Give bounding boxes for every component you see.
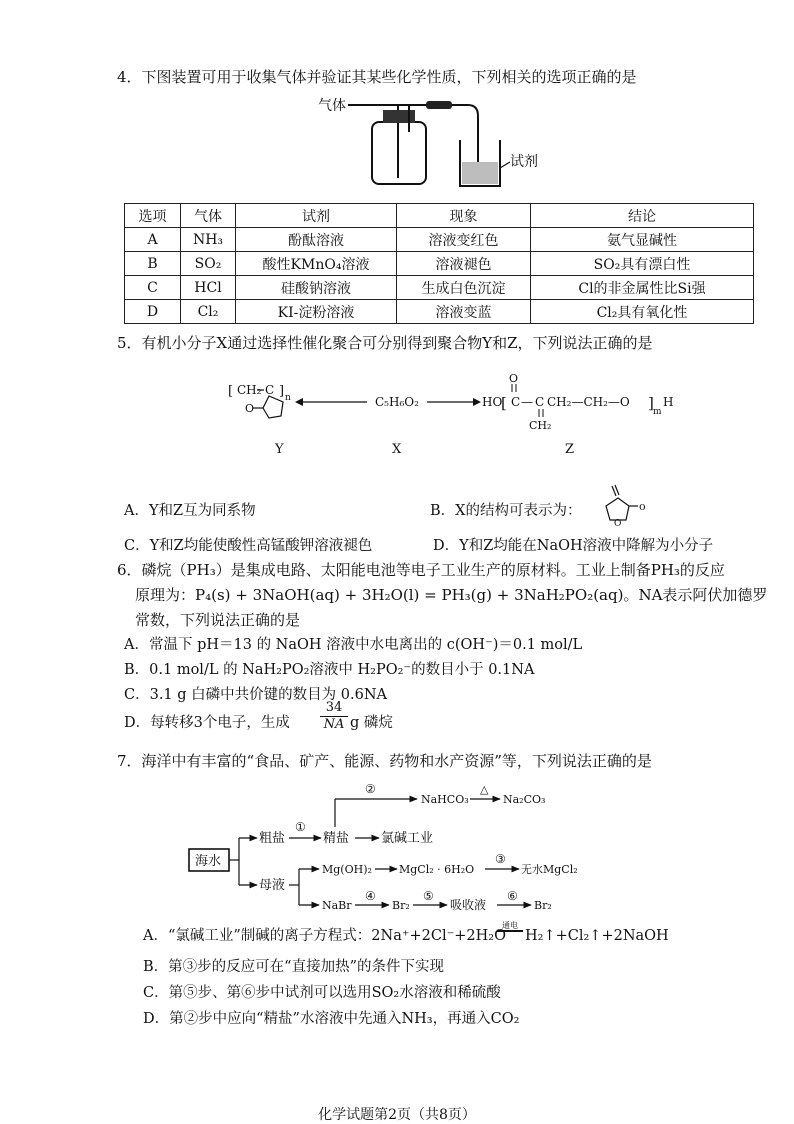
x-structure-lactone (596, 482, 656, 528)
flow-br2-second: Br₂ (534, 899, 552, 912)
flow-mgcl2-hydrate: MgCl₂ · 6H₂O (399, 863, 475, 876)
q6-option-c: C．3.1 g 白磷中共价键的数目为 0.6NA (124, 687, 387, 703)
q5-option-d: D．Y和Z均能在NaOH溶液中降解为小分子 (433, 538, 714, 554)
z-c2: C (535, 395, 545, 409)
z-ho: HO (482, 395, 503, 409)
q4-stem: 4．下图装置可用于收集气体并验证其某些化学性质，下列相关的选项正确的是 (117, 68, 637, 86)
cell-phenomenon: 溶液褪色 (397, 252, 531, 276)
y-ketone-o: O (245, 402, 255, 415)
lactone-ring (606, 498, 629, 520)
z-c: C (511, 395, 521, 409)
flow-mother-liquor: 母液 (259, 878, 286, 893)
flow-anhydrous-mgcl2: 无水MgCl₂ (521, 863, 578, 876)
table-header: 气体 (181, 204, 236, 228)
cell-phenomenon: 溶液变红色 (397, 228, 531, 252)
q7-option-b: B．第③步的反应可在“直接加热”的条件下实现 (143, 959, 444, 975)
q6-stem-line2: 原理为：P₄(s) + 3NaOH(aq) + 3H₂O(l) = PH₃(g) + 3NaH₂PO₂(aq)。NA表示阿伏加德罗 (135, 586, 768, 604)
table-row (125, 228, 754, 252)
z-subscript-m: m (653, 407, 662, 417)
q6-option-a: A．常温下 pH＝13 的 NaOH 溶液中水电离出的 c(OH⁻)＝0.1 mol/L (124, 637, 583, 653)
y-ch2: CH₂ (237, 383, 262, 397)
q7-electrolysis-condition: 通电 (497, 921, 523, 932)
q6-stem-line3: 常数，下列说法正确的是 (135, 611, 301, 629)
q6-stem-line1: 6．磷烷（PH₃）是集成电路、太阳能电池等电子工业生产的原材料。工业上制备PH₃的反应 (117, 561, 725, 579)
flow-step6: ⑥ (507, 889, 518, 903)
x-formula: C₅H₆O₂ (375, 395, 419, 409)
q7-option-a-prefix: A．“氯碱工业”制碱的离子方程式：2Na⁺+2Cl⁻+2H₂O (143, 928, 506, 944)
flow-refined-salt: 精盐 (323, 831, 350, 846)
flow-br2-first: Br₂ (392, 899, 410, 912)
flow-heat: △ (480, 783, 489, 796)
fraction-denominator: NA (323, 717, 345, 732)
q5-option-b: B．X的结构可表示为： (430, 503, 582, 519)
cell-option: B (125, 252, 181, 276)
table-row (125, 276, 754, 300)
q6-option-d-prefix: D．每转移3个电子，生成 (124, 715, 290, 731)
z-bracket-right: ] (648, 394, 654, 412)
q7-option-a-suffix: H₂↑+Cl₂↑+2NaOH (525, 928, 669, 944)
flow-nahco3: NaHCO₃ (421, 793, 469, 806)
z-h: H (663, 395, 674, 409)
label-z: Z (565, 442, 575, 457)
z-dash: — (521, 395, 533, 409)
q6-fraction (320, 700, 348, 733)
y-c: C (265, 383, 275, 397)
page-footer: 化学试题第2页（共8页） (318, 1107, 476, 1123)
q7-option-d: D．第②步中应向“精盐”水溶液中先通入NH₃，再通入CO₂ (143, 1011, 520, 1027)
flow-seawater: 海水 (195, 854, 222, 869)
q6-option-d-suffix: g 磷烷 (350, 715, 393, 731)
table-row (125, 252, 754, 276)
flow-crude-salt: 粗盐 (259, 831, 286, 846)
q7-option-c: C．第⑤步、第⑥步中试剂可以选用SO₂水溶液和稀硫酸 (143, 985, 501, 1001)
table-header: 结论 (531, 204, 754, 228)
cell-gas: NH₃ (181, 228, 236, 252)
z-chain: CH₂—CH₂—O (547, 395, 630, 409)
bottle-stopper (383, 110, 415, 123)
q5-option-a: A．Y和Z互为同系物 (124, 503, 256, 519)
y-bracket-right: ] (279, 384, 285, 399)
apparatus-reagent-label: 试剂 (510, 154, 538, 170)
label-y: Y (275, 442, 284, 457)
table-row (125, 300, 754, 324)
seawater-flowchart (185, 775, 605, 925)
z-carbonyl-o: O (509, 372, 519, 385)
cell-gas: Cl₂ (181, 300, 236, 324)
flow-chlor-alkali: 氯碱工业 (381, 831, 434, 846)
flow-step1: ① (295, 820, 306, 834)
cell-option: D (125, 300, 181, 324)
cell-reagent: 酚酞溶液 (236, 228, 397, 252)
lactone-carbonyl-o: o (639, 500, 646, 513)
q6-option-b: B．0.1 mol/L 的 NaH₂PO₂溶液中 H₂PO₂⁻的数目小于 0.1NA (124, 662, 535, 678)
cell-conclusion: Cl的非金属性比Si强 (531, 276, 754, 300)
y-bracket-left: [ (228, 384, 234, 399)
flow-nabr: NaBr (322, 899, 352, 912)
z-bracket-left: [ (501, 394, 507, 412)
y-subscript-n: n (285, 393, 291, 403)
fraction-numerator: 34 (320, 700, 348, 717)
flow-step5: ⑤ (423, 889, 434, 903)
table-header: 试剂 (236, 204, 397, 228)
rubber-connector (426, 101, 452, 109)
flow-step2: ② (365, 782, 376, 796)
lactone-ring-o: O (614, 519, 622, 528)
table-header: 选项 (125, 204, 181, 228)
polymerization-scheme (225, 362, 685, 462)
cell-conclusion: Cl₂具有氧化性 (531, 300, 754, 324)
cell-conclusion: SO₂具有漂白性 (531, 252, 754, 276)
gas-collection-apparatus (300, 92, 560, 196)
apparatus-gas-label: 气体 (318, 98, 346, 114)
flow-absorb-liquid: 吸收液 (450, 898, 487, 912)
cell-option: C (125, 276, 181, 300)
z-methylene: CH₂ (529, 419, 552, 432)
label-x: X (392, 442, 402, 457)
cell-reagent: 酸性KMnO₄溶液 (236, 252, 397, 276)
cell-phenomenon: 溶液变蓝 (397, 300, 531, 324)
cell-reagent: KI-淀粉溶液 (236, 300, 397, 324)
cell-option: A (125, 228, 181, 252)
flow-na2co3: Na₂CO₃ (503, 793, 546, 806)
flow-step3: ③ (495, 852, 506, 866)
flow-mgoh2: Mg(OH)₂ (322, 863, 372, 876)
beaker-reagent (462, 162, 498, 184)
cell-reagent: 硅酸钠溶液 (236, 276, 397, 300)
q5-stem: 5．有机小分子X通过选择性催化聚合可分别得到聚合物Y和Z，下列说法正确的是 (117, 334, 653, 352)
q7-stem: 7．海洋中有丰富的“食品、矿产、能源、药物和水产资源”等，下列说法正确的是 (117, 752, 652, 770)
cell-gas: HCl (181, 276, 236, 300)
cell-gas: SO₂ (181, 252, 236, 276)
cell-conclusion: 氨气显碱性 (531, 228, 754, 252)
q4-options-table (124, 203, 754, 324)
q5-option-c: C．Y和Z均能使酸性高锰酸钾溶液褪色 (124, 538, 373, 554)
y-ring (263, 396, 283, 418)
table-header-row (125, 204, 754, 228)
cell-phenomenon: 生成白色沉淀 (397, 276, 531, 300)
flow-step4: ④ (365, 889, 376, 903)
table-header: 现象 (397, 204, 531, 228)
